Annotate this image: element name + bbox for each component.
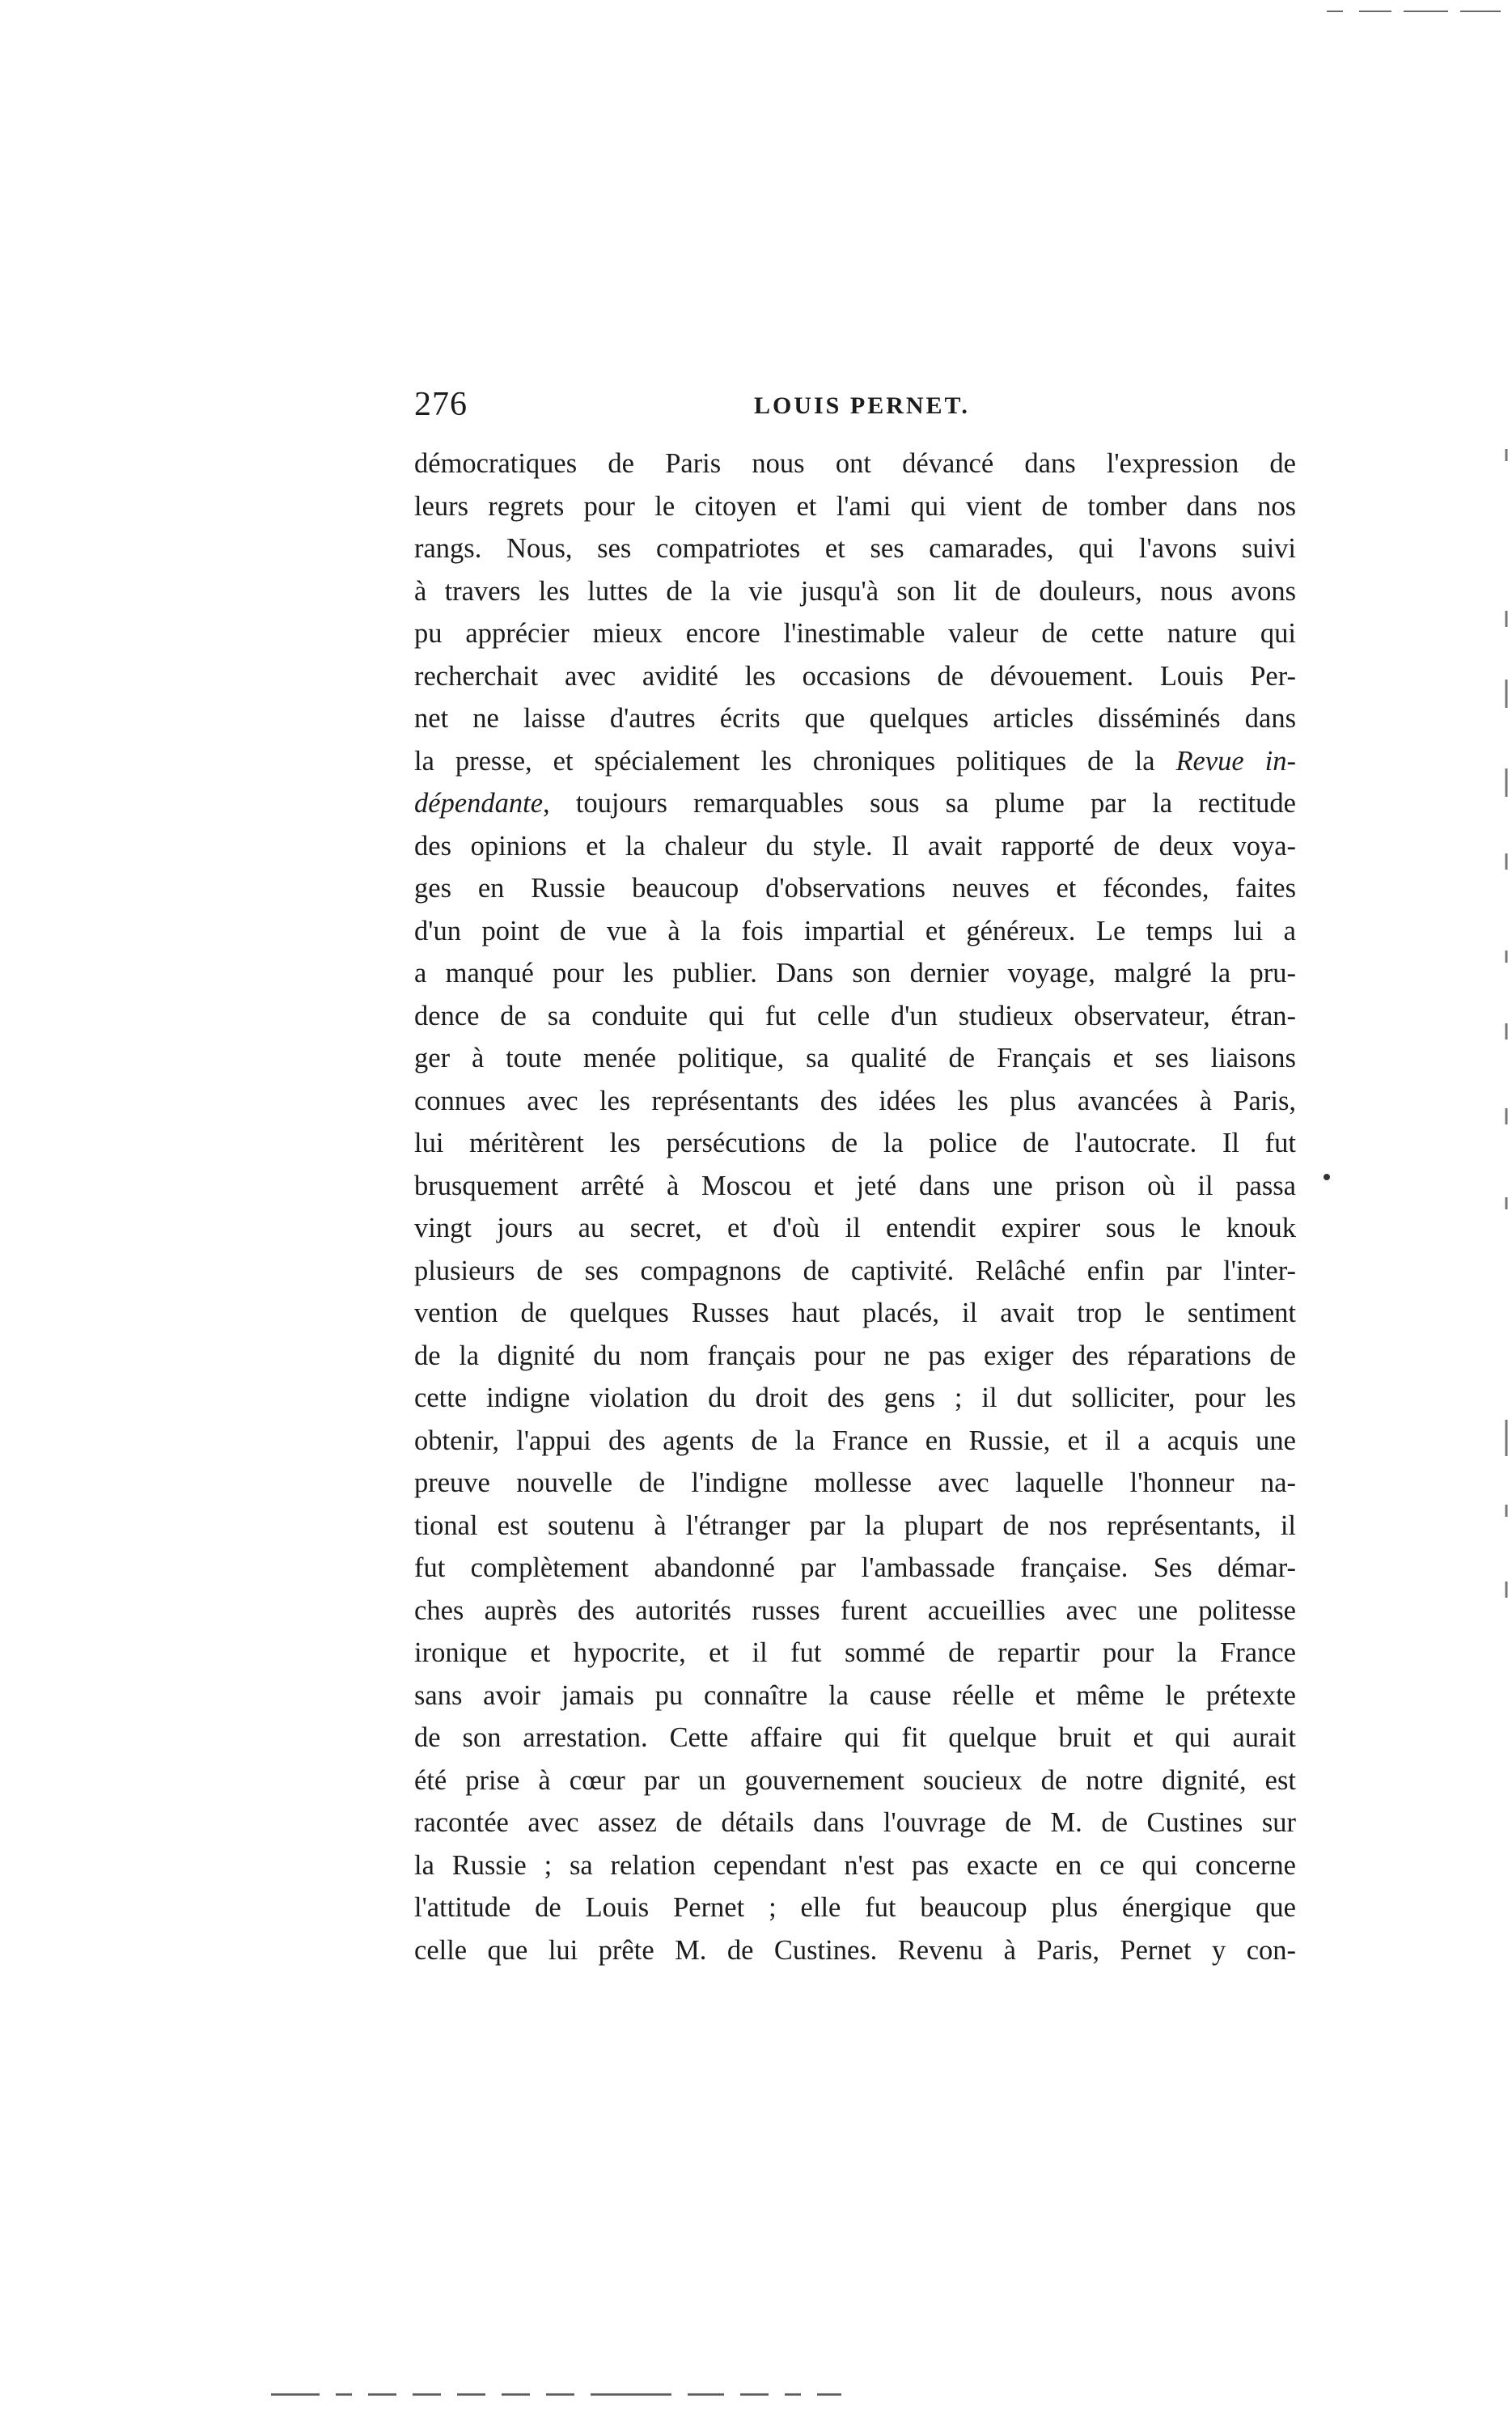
text-line: à travers les luttes de la vie jusqu'à son lit de douleurs, nous avons xyxy=(414,575,1296,607)
body-text xyxy=(414,442,1296,1971)
text-line: a manqué pour les publier. Dans son dernier voyage, malgré la pru- xyxy=(414,958,1296,989)
text-line: fut complètement abandonné par l'ambassade française. Ses démar- xyxy=(414,1552,1296,1583)
text-line-with-italic xyxy=(414,740,1296,783)
text-line: recherchait avec avidité les occasions de dévouement. Louis Per- xyxy=(414,660,1296,692)
text-segment: la presse, et spécialement les chroniques politiques de la xyxy=(414,745,1155,777)
text-line: brusquement arrêté à Moscou et jeté dans une prison où il passa xyxy=(414,1170,1296,1201)
text-line: connues avec les représentants des idées les plus avancées à Paris, xyxy=(414,1085,1296,1116)
text-line: pu apprécier mieux encore l'inestimable valeur de cette nature qui xyxy=(414,618,1296,649)
text-line: ges en Russie beaucoup d'observations neuves et fécondes, faites xyxy=(414,873,1296,904)
page-number: 276 xyxy=(414,386,468,423)
text-line: tional est soutenu à l'étranger par la plupart de nos représentants, il xyxy=(414,1510,1296,1541)
italic-title: Revue in- xyxy=(1175,745,1296,777)
text-line: dence de sa conduite qui fut celle d'un studieux observateur, étran- xyxy=(414,1000,1296,1031)
text-line: sans avoir jamais pu connaître la cause réelle et même le prétexte xyxy=(414,1679,1296,1711)
text-line: des opinions et la chaleur du style. Il avait rapporté de deux voya- xyxy=(414,830,1296,862)
text-line: vingt jours au secret, et d'où il entendit expirer sous le knouk xyxy=(414,1213,1296,1243)
text-line: cette indigne violation du droit des gens ; il dut solliciter, pour les xyxy=(414,1382,1296,1413)
text-line: lui méritèrent les persécutions de la police de l'autocrate. Il fut xyxy=(414,1128,1296,1158)
text-line: la Russie ; sa relation cependant n'est pas exacte en ce qui concerne xyxy=(414,1849,1296,1881)
text-line: d'un point de vue à la fois impartial et généreux. Le temps lui a xyxy=(414,915,1296,946)
italic-title: dépendante xyxy=(414,788,544,819)
text-line: leurs regrets pour le citoyen et l'ami qui vient de tomber dans nos xyxy=(414,490,1296,522)
text-line: celle que lui prête M. de Custines. Revenu à Paris, Pernet y con- xyxy=(414,1934,1296,1966)
text-segment: , toujours remarquables sous sa plume par la rectitude xyxy=(543,788,1296,819)
text-line: ches auprès des autorités russes furent accueillies avec une politesse xyxy=(414,1594,1296,1626)
text-line: de la dignité du nom français pour ne pas exiger des réparations de xyxy=(414,1340,1296,1371)
text-line: preuve nouvelle de l'indigne mollesse avec laquelle l'honneur na- xyxy=(414,1467,1296,1498)
running-head: LOUIS PERNET. xyxy=(754,392,970,419)
text-line: ger à toute menée politique, sa qualité de Français et ses liaisons xyxy=(414,1043,1296,1073)
text-line: obtenir, l'appui des agents de la France en Russie, et il a acquis une xyxy=(414,1425,1296,1456)
text-line: vention de quelques Russes haut placés, il avait trop le sentiment xyxy=(414,1298,1296,1328)
text-line: net ne laisse d'autres écrits que quelques articles disséminés dans xyxy=(414,703,1296,734)
text-line: été prise à cœur par un gouvernement soucieux de notre dignité, est xyxy=(414,1764,1296,1796)
text-line: plusieurs de ses compagnons de captivité. Relâché enfin par l'inter- xyxy=(414,1255,1296,1286)
text-line: rangs. Nous, ses compatriotes et ses camarades, qui l'avons suivi xyxy=(414,533,1296,564)
text-line: démocratiques de Paris nous ont dévancé dans l'expression de xyxy=(414,448,1296,479)
page-header xyxy=(414,380,1312,429)
text-line: ironique et hypocrite, et il fut sommé de repartir pour la France xyxy=(414,1637,1296,1668)
text-line: racontée avec assez de détails dans l'ouvrage de M. de Custines sur xyxy=(414,1807,1296,1838)
margin-dot xyxy=(1324,1174,1330,1180)
text-line-with-italic xyxy=(414,782,1296,825)
text-line: l'attitude de Louis Pernet ; elle fut beaucoup plus énergique que xyxy=(414,1892,1296,1923)
text-line: de son arrestation. Cette affaire qui fit quelque bruit et qui aurait xyxy=(414,1722,1296,1753)
